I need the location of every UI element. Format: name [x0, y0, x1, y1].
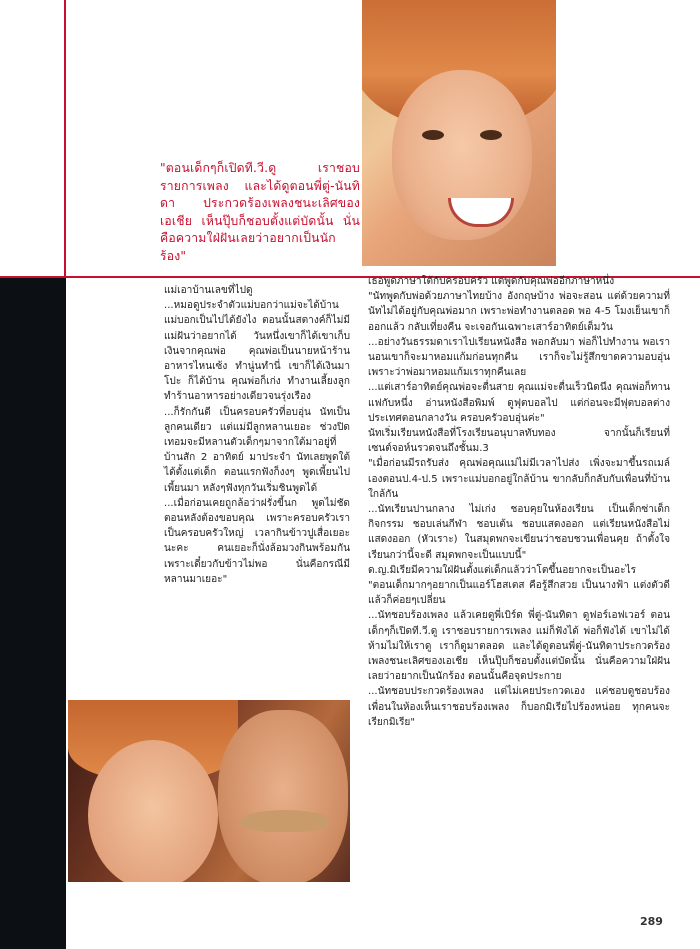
paragraph: ...ก็รักกันดี เป็นครอบครัวที่อบอุ่น นัทเป็นลูกคนเดียว แต่แม่มีลูกหลานเยอะ ช่วงปิดเทอมจะมีหลานตัวเด็กๆมาจากใต้มาอยู่ที่บ้านสัก 2 อาทิตย์ มาประจำ นัทเลยพูดใต้ได้ตั้งแต่เด็ก ตอนแรกฟังก็งงๆ พูดเพี้ยนไปเพี้ยนมา หลังๆฟังทุกวันเริ่มชินพูดได้	[164, 406, 350, 494]
pull-quote-text: "ตอนเด็กๆก็เปิดที.วี.ดู เราชอบรายการเพลง และได้ดูตอนพี่ตู่-นันทิดา ประกวดร้องเพลงชนะเลิศของเอเชีย เห็นปุ๊บก็ชอบตั้งแต่บัดนั้น นั่นคือความใฝ่ฝันเลยว่าอยากเป็นนักร้อง"	[160, 161, 360, 263]
paragraph: "นัทพูดกับพ่อด้วยภาษาไทยบ้าง อังกฤษบ้าง พ่อจะสอน แต่ด้วยความที่นัทไม่ได้อยู่กับคุณพ่อมาก เพราะพ่อทำงานตลอด พอ 4-5 โมงเย็นเขาก็ออกแล้ว กลับเที่ยงคืน จะเจอกันเฉพาะเสาร์อาทิตย์เต็มวัน	[368, 291, 670, 333]
photo-smiling-girl	[362, 0, 556, 266]
right-text-column	[368, 274, 670, 730]
paragraph: ...แต่เสาร์อาทิตย์คุณพ่อจะตื่นสาย คุณแม่จะตื่นเร็วนิดนึง คุณพ่อก็ทานแฟกับหนึ่ง อ่านหนังสือพิมพ์ ดูฟุตบอลไป แต่ก่อนจะมีฟุตบอลต่างประเทศตอนกลางวัน ครอบครัวอบอุ่นค่ะ"	[368, 382, 670, 424]
paragraph: ด.ญ.มิเรียมีความใฝ่ฝันตั้งแต่เด็กแล้วว่าโตขึ้นอยากจะเป็นอะไร	[368, 564, 637, 576]
paragraph: "ตอนเด็กมากๆอยากเป็นแอร์โฮสเตส คือรู้สึกสวย เป็นนางฟ้า แต่งตัวดี แล้วก็ค่อยๆเปลี่ยน	[368, 580, 670, 607]
page-number: 289	[640, 915, 663, 928]
photo-girl-and-father	[68, 700, 350, 882]
paragraph: "เมื่อก่อนมีรถรับส่ง คุณพ่อคุณแม่ไม่มีเวลาไปส่ง เพิ่งจะมาขึ้นรถเมล์เองตอนป.4-ป.5 เพราะแม่บอกอยู่ใกล้บ้าน ขากลับก็กลับกับเพื่อนที่บ้านใกล้กัน	[368, 458, 670, 500]
black-side-band	[0, 278, 66, 949]
paragraph: แม่เอาบ้านเลขที่ไปดู	[164, 285, 253, 296]
paragraph: ...นัทเรียนปานกลาง ไม่เก่ง ชอบคุยในห้องเรียน เป็นเด็กซ่าเด็กกิจกรรม ชอบเล่นกีฬา ชอบเต้น ชอบแสดงออก แต่เรียนหนังสือไม่แสดงออก (หัวเราะ) ในสมุดพกจะเขียนว่าชอบชวนเพื่อนคุย ถ้าตั้งใจเรียนกว่านี้จะดี สมุดพกจะเป็นแบบนี้"	[368, 504, 670, 561]
paragraph: ...นัทชอบร้องเพลง แล้วเคยดูพี่เบิร์ด พี่ตู่-นันทิดา ดูฟอร์เอฟเวอร์ ตอนเด็กๆก็เปิดที.วี.ดู เราชอบรายการเพลง แม่ก็ฟังได้ พ่อก็ฟังได้ เขาไม่ได้ห้ามไม่ให้เราดู เราก็ดูมาตลอด และได้ดูตอนพี่ตู่-นันทิดาประกวดร้องเพลงชนะเลิศของเอเชีย เห็นปุ๊บก็ชอบตั้งแต่บัดนั้น นั่นคือความใฝ่ฝันเลยว่าอยากเป็นนักร้อง ตอนนั้นคือจุดประกาย	[368, 610, 670, 683]
photo-child-face	[88, 740, 218, 882]
photo-eye-right	[480, 130, 502, 140]
photo-face	[392, 70, 532, 240]
red-vertical-rule	[64, 0, 66, 278]
left-text-column	[164, 283, 350, 587]
paragraph: ...หมอดูประจำตัวแม่บอกว่าแม่จะได้บ้าน แม่บอกเป็นไปได้ยังไง ตอนนั้นสตางค์ก็ไม่มี แม่ฝันว่าอยากได้ วันหนึ่งเขาก็ได้เขาเก็บเงินจากคุณพ่อ คุณพ่อเป็นนายหน้าร้านอาหารไหนเซ้ง ทำนู่นทำนี่ เขาก็ได้เงินมาโปะ ก็ได้บ้าน คุณพ่อก็เก่ง ทำงานเลี้ยงลูก ทำร้านอาหารอย่างเดียวจนรุ่งเรือง	[164, 300, 350, 403]
photo-mustache	[240, 810, 330, 832]
photo-father-face	[218, 710, 348, 882]
paragraph: ...อย่างวันธรรมดาเราไปเรียนหนังสือ พอกลับมา พ่อก็ไปทำงาน พอเรานอนเขาก็จะมาหอมแก้มก่อนทุกคืน เราก็จะไม่รู้สึกขาดความอบอุ่น เพราะว่าพ่อมาหอมแก้มเราทุกคืนเลย	[368, 336, 670, 379]
paragraph: นัทเริ่มเรียนหนังสือที่โรงเรียนอนุบาลทับทอง จากนั้นก็เรียนที่เซนต์จอห์นรวดจนถึงชั้นม.3	[368, 428, 670, 455]
paragraph: ...นัทชอบประกวดร้องเพลง แต่ไม่เคยประกวดเอง แค่ชอบดูชอบร้อง เพื่อนในห้องเห็นเราชอบร้องเพลง ก็บอกมิเรียไปร้องหน่อย ทุกคนจะเรียกมิเรีย"	[368, 686, 670, 728]
photo-eye-left	[422, 130, 444, 140]
photo-smile	[448, 198, 514, 227]
pull-quote	[160, 160, 360, 265]
paragraph: ...เมื่อก่อนเคยถูกล้อว่าฝรั่งขี้นก พูดไม่ชัด ตอนหลังต้องขอบคุณ เพราะครอบครัวเราเป็นครอบครัวใหญ่ เวลากินข้าวปูเสื่อเยอะนะคะ คนเยอะก็นั่งล้อมวงกินพร้อมกัน เพราะเดี๋ยวกับข้าวไม่พอ นั่นคือกรณีมีหลานมาเยอะ"	[164, 497, 350, 585]
paragraph: เธอพูดภาษาใต้กับครอบครัว แต่พูดกับคุณพ่ออีกภาษาหนึ่ง	[368, 276, 615, 287]
